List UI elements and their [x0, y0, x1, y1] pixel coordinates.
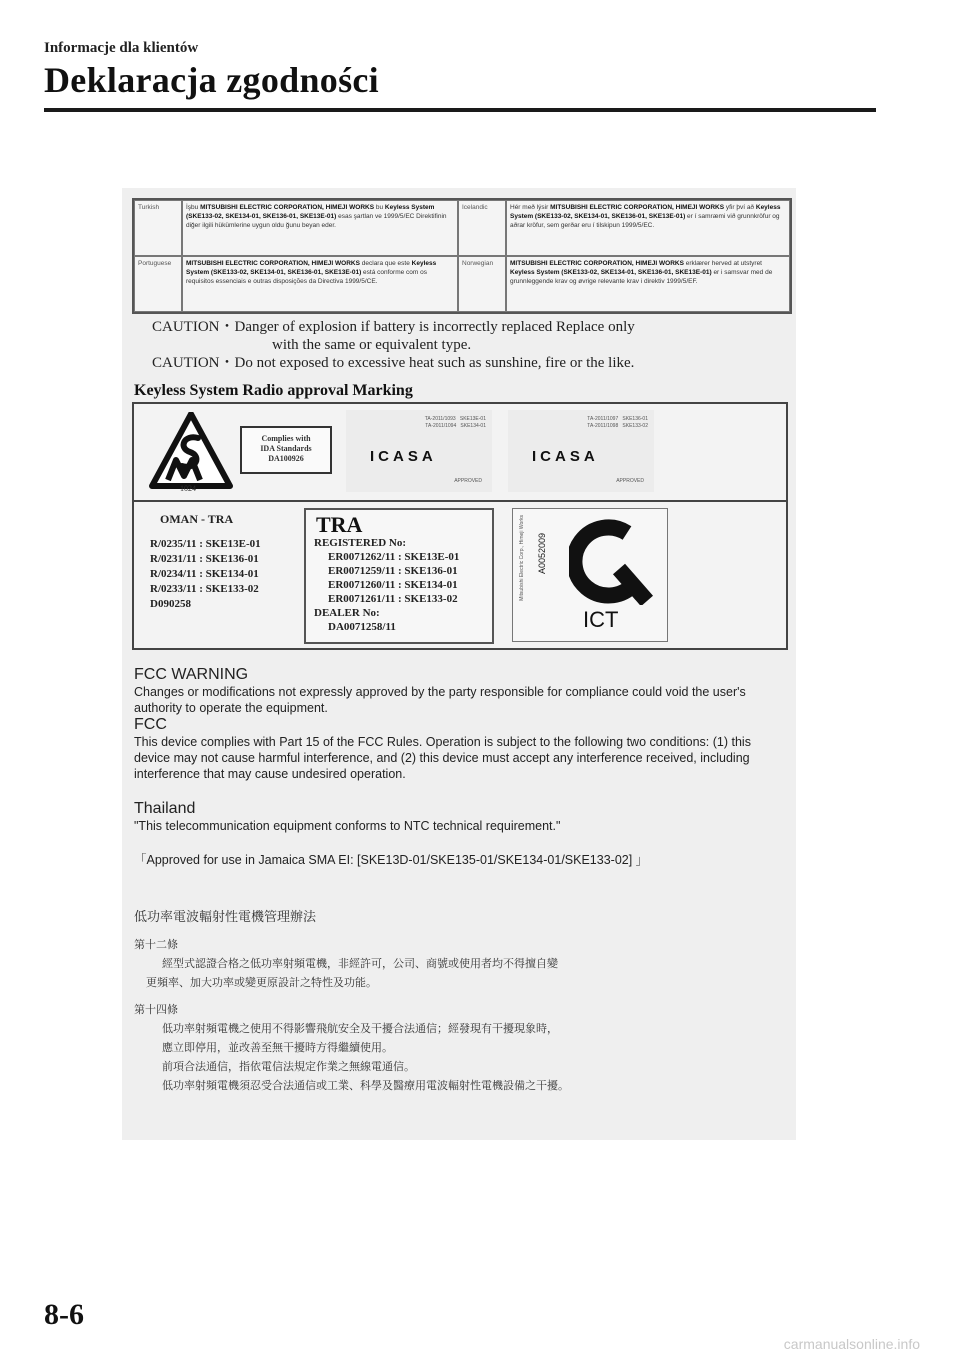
ict-vertical-text — [517, 515, 557, 635]
zh-article-12-line: 更頻率、加大功率或變更原設計之特性及功能。 — [146, 976, 377, 989]
page-number: 8-6 — [44, 1298, 84, 1331]
ict-maker-text: Mitsubishi Electric Corp., Himeji Works — [519, 515, 525, 601]
tra-reg-label: REGISTERED No: — [314, 537, 406, 549]
jamaica-approval: 「Approved for use in Jamaica SMA EI: [SKE13D-01/SKE135-01/SKE134-01/SKE133-02] 」 — [134, 853, 649, 867]
site-watermark: carmanualsonline.info — [783, 1336, 920, 1352]
ida-standards-label: Complies with IDA Standards DA100926 — [240, 426, 332, 474]
lang-text-cell: MITSUBISHI ELECTRIC CORPORATION, HIMEJI WORKS erklærer herved at utstyret Keyless System (SKE133-02, SKE134-01, SKE136-01, SKE13E-01) er i samsvar med de grunnleggende krav og øvrige relevante krav i direktiv 1999/5/EF. — [506, 256, 790, 312]
rcm-code: 1024 — [180, 484, 196, 493]
tra-registration-box — [304, 508, 494, 644]
fcc-warning-text: Changes or modifications not expressly approved by the party responsible for compliance could void the user's authority to operate the equipment. — [134, 685, 746, 715]
oman-line: R/0235/11 : SKE13E-01 — [150, 538, 261, 550]
zh-article-14-line: 低功率射頻電機須忍受合法通信或工業、科學及醫療用電波輻射性電機設備之干擾。 — [162, 1079, 569, 1092]
icasa-ta-numbers: TA-2011/1097 SKE136-01 TA-2011/1098 SKE133-02 — [587, 416, 648, 429]
page-title: Deklaracja zgodności — [44, 60, 379, 100]
zh-article-14-title: 第十四條 — [134, 1003, 178, 1016]
caution-heat: CAUTION・Do not exposed to excessive heat such as sunshine, fire or the like. — [152, 355, 635, 371]
ict-mark-box — [512, 508, 668, 642]
tra-reg-line: ER0071259/11 : SKE136-01 — [328, 565, 458, 577]
thailand-heading: Thailand — [134, 800, 196, 817]
title-rule — [44, 108, 876, 112]
ict-code: A0052009 — [537, 533, 547, 575]
icasa-approved: APPROVED — [454, 478, 482, 484]
icasa-ta-numbers: TA-2011/1093 SKE13E-01 TA-2011/1094 SKE134-01 — [424, 416, 486, 429]
icasa-approved: APPROVED — [616, 478, 644, 484]
zh-article-12-title: 第十二條 — [134, 938, 178, 951]
lang-cell: Portuguese — [134, 256, 182, 312]
fcc-warning-heading: FCC WARNING — [134, 666, 249, 683]
tra-dealer-no: DA0071258/11 — [328, 621, 396, 633]
thailand-text: "This telecommunication equipment conforms to NTC technical requirement." — [134, 819, 561, 833]
zh-article-12-line: 經型式認證合格之低功率射頻電機，非經許可，公司、商號或使用者均不得擅自變 — [162, 957, 558, 970]
lang-cell: Icelandic — [458, 200, 506, 256]
approval-marks-box — [132, 402, 788, 650]
oman-line: R/0233/11 : SKE133-02 — [150, 583, 259, 595]
declaration-scan — [122, 188, 796, 1140]
lang-text-cell: MITSUBISHI ELECTRIC CORPORATION, HIMEJI WORKS declara que este Keyless System (SKE133-02, SKE134-01, SKE136-01, SKE13E-01) está conforme com os requisitos essenciais e outras disposições da Directiva 1999/5/CE. — [182, 256, 458, 312]
fcc-notices — [134, 666, 790, 868]
fcc-heading: FCC — [134, 716, 167, 733]
ict-label: ICT — [583, 607, 619, 632]
tra-body — [314, 536, 459, 634]
lang-text-cell: İşbu MITSUBISHI ELECTRIC CORPORATION, HIMEJI WORKS bu Keyless System (SKE133-02, SKE134-01, SKE136-01, SKE13E-01) esas şartlan ve 1999/5/EC Direktifinin diğer ilgili hükümlerine uygun oldu ğunu beyan eder. — [182, 200, 458, 256]
oman-tra-title: OMAN - TRA — [160, 512, 234, 526]
tra-dealer-label: DEALER No: — [314, 607, 380, 619]
tra-reg-line: ER0071260/11 : SKE134-01 — [328, 579, 458, 591]
lang-text-cell: Hér með lýsir MITSUBISHI ELECTRIC CORPORATION, HIMEJI WORKS yfir því að Keyless System (SKE133-02, SKE134-01, SKE136-01, SKE13E-01) er í samræmi við grunnkröfur og aðrar kröfur, sem gerðar eru í tilskipun 1999/5/EC. — [506, 200, 790, 256]
icasa-mark-1 — [346, 410, 492, 492]
lang-cell: Turkish — [134, 200, 182, 256]
lang-cell: Norwegian — [458, 256, 506, 312]
zh-article-14-line: 應立即停用，並改善至無干擾時方得繼續使用。 — [162, 1041, 393, 1054]
page-header — [44, 40, 876, 101]
caution-notices — [152, 318, 782, 372]
fcc-text: This device complies with Part 15 of the FCC Rules. Operation is subject to the following two conditions: (1) this device may not cause harmful interference, and (2) this device must accept any interference received, including interference that may cause undesired operation. — [134, 735, 751, 781]
oman-line: D090258 — [150, 598, 191, 610]
tra-reg-line: ER0071262/11 : SKE13E-01 — [328, 551, 460, 563]
caution-battery: CAUTION・Danger of explosion if battery is incorrectly replaced Replace only — [152, 319, 635, 335]
icasa-mark-2 — [508, 410, 654, 492]
oman-line: R/0234/11 : SKE134-01 — [150, 568, 259, 580]
radio-approval-heading: Keyless System Radio approval Marking — [134, 382, 413, 399]
caution-battery-cont: with the same or equivalent type. — [272, 337, 472, 353]
language-declaration-table — [132, 198, 792, 314]
zh-article-14-line: 前項合法通信，指依電信法規定作業之無線電通信。 — [162, 1060, 415, 1073]
tra-reg-line: ER0071261/11 : SKE133-02 — [328, 593, 458, 605]
icasa-logo: ICASA — [370, 448, 437, 465]
taiwan-ncc-notice — [134, 908, 784, 1095]
ict-q-mark-icon — [569, 519, 653, 605]
oman-line: R/0231/11 : SKE136-01 — [150, 553, 259, 565]
icasa-logo: ICASA — [532, 448, 599, 465]
marks-divider — [134, 500, 786, 502]
section-label: Informacje dla klientów — [44, 40, 199, 56]
zh-article-14-line: 低功率射頻電機之使用不得影響飛航安全及干擾合法通信；經發現有干擾現象時， — [162, 1022, 558, 1035]
zh-title: 低功率電波輻射性電機管理辦法 — [134, 910, 317, 925]
oman-tra-block — [150, 512, 261, 612]
tra-logo: TRA — [316, 512, 363, 537]
